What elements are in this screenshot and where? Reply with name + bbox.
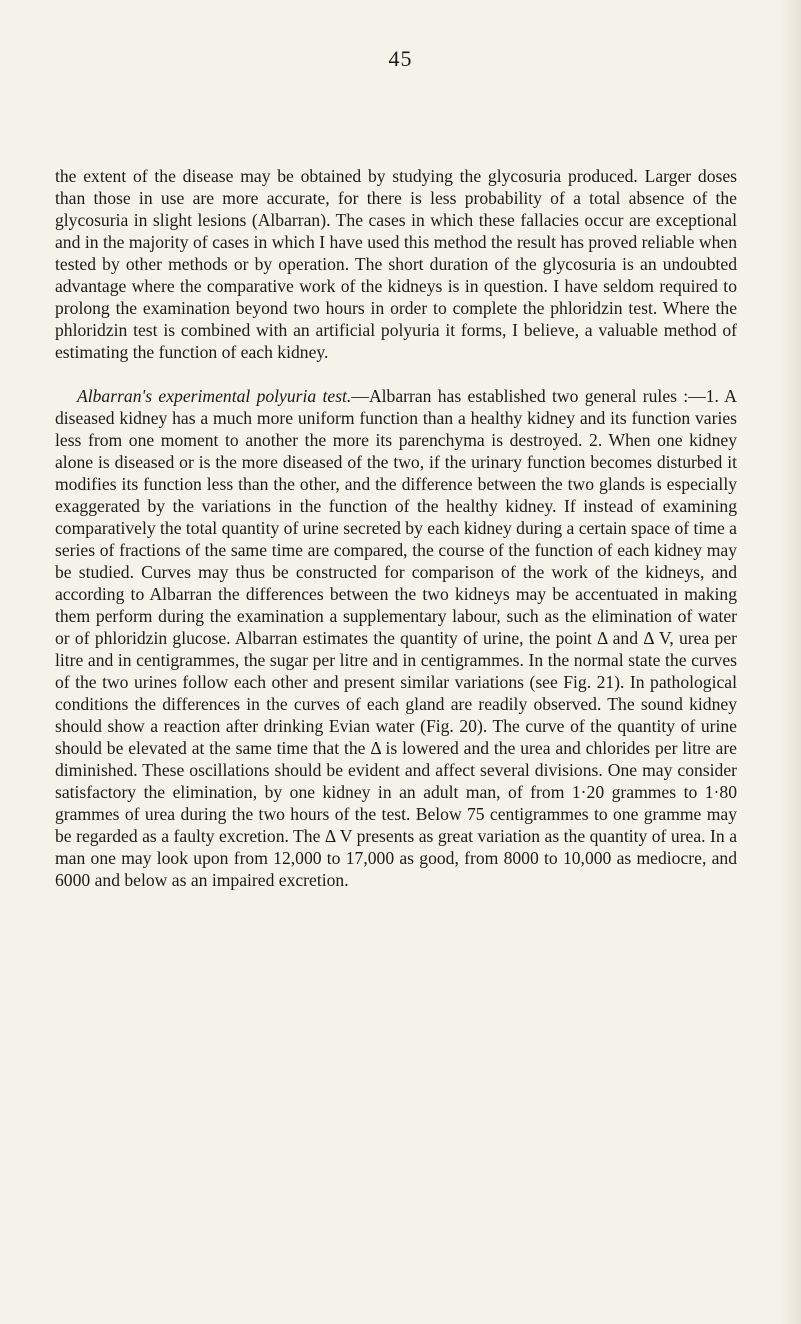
section-heading: Albarran's experimental polyuria test.	[77, 386, 352, 406]
page-edge-shadow	[779, 0, 801, 1324]
body-text	[55, 165, 737, 891]
paragraph-glycosuria: the extent of the disease may be obtained by studying the glycosuria produced. Larger doses than those in use are more accurate, for there is less probability of a total absence of the glycosuria in slight lesions (Albarran). The cases in which these fallacies occur are exceptional and in the majority of cases in which I have used this method the result has proved reliable when tested by other methods or by operation. The short duration of the glycosuria is an undoubted advantage where the comparative work of the kidneys is in question. I have seldom required to prolong the examination beyond two hours in order to complete the phloridzin test. Where the phloridzin test is combined with an artificial polyuria it forms, I believe, a valuable method of estimating the function of each kidney.	[55, 166, 737, 362]
paragraph-albarran-test	[55, 385, 737, 891]
paragraph-albarran-text: —Albarran has established two general rules :—1. A diseased kidney has a much more uniform function than a healthy kidney and its function varies less from one moment to another the more its parenchyma is destroyed. 2. When one kidney alone is diseased or is the more diseased of the two, if the urinary function becomes disturbed it modifies its function less than the other, and the difference between the two glands is especially exaggerated by the variations in the function of the healthy kidney. If instead of examining comparatively the total quantity of urine secreted by each kidney during a certain space of time a series of fractions of the same time are compared, the course of the function of each kidney may be studied. Curves may thus be constructed for comparison of the work of the kidneys, and according to Albarran the differences between the two kidneys may be accentuated in making them perform during the examination a supplementary labour, such as the elimination of water or of phloridzin glucose. Albarran estimates the quantity of urine, the point Δ and Δ V, urea per litre and in centigrammes, the sugar per litre and in centigrammes. In the normal state the curves of the two urines follow each other and present similar variations (see Fig. 21). In pathological conditions the differences in the curves of each gland are readily observed. The sound kidney should show a reaction after drinking Evian water (Fig. 20). The curve of the quantity of urine should be elevated at the same time that the Δ is lowered and the urea and chlorides per litre are diminished. These oscillations should be evident and affect several divisions. One may consider satisfactory the elimination, by one kidney in an adult man, of from 1·20 grammes to 1·80 grammes of urea during the two hours of the test. Below 75 centigrammes to one gramme may be regarded as a faulty excretion. The Δ V presents as great variation as the quantity of urea. In a man one may look upon from 12,000 to 17,000 as good, from 8000 to 10,000 as mediocre, and 6000 and below as an impaired excretion.	[55, 386, 737, 890]
page-number: 45	[388, 46, 413, 71]
